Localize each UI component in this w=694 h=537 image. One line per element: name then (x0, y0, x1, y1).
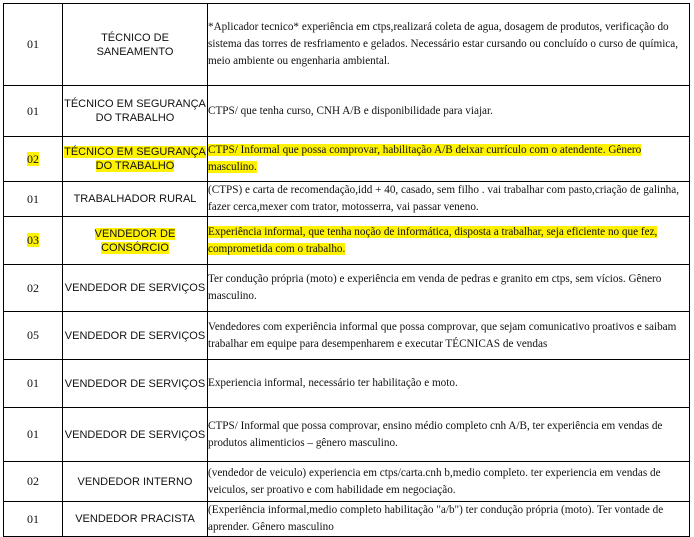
job-requirements: (CTPS) e carta de recomendação,idd + 40, casado, sem filho . vai trabalhar com pasto,criação de galinha, fazer cerca,mexer com trator, motosserra, vai passar veneno. (208, 182, 690, 217)
vacancy-count: 01 (4, 4, 63, 86)
table-row (4, 408, 690, 462)
table-row (4, 265, 690, 312)
job-requirements: CTPS/ Informal que possa comprovar, ensino médio completo cnh A/B, ter experiência em vendas de produtos alimenticios – gênero masculino. (208, 408, 690, 462)
job-requirements: Experiencia informal, necessário ter habilitação e moto. (208, 360, 690, 408)
job-requirements: Experiência informal, que tenha noção de informática, disposta a trabalhar, seja eficiente no que fez, comprometida com o trabalho. (208, 217, 690, 265)
vacancy-count: 01 (4, 502, 63, 537)
table-row (4, 502, 690, 537)
job-title: VENDEDOR DE SERVIÇOS (63, 408, 208, 462)
job-requirements: Vendedores com experiência informal que possa comprovar, que sejam comunicativo proativos e saibam trabalhar em equipe para desempenharem e executar TÉCNICAS de vendas (208, 312, 690, 360)
vacancy-count: 01 (4, 182, 63, 217)
table-row (4, 462, 690, 502)
job-requirements: *Aplicador tecnico* experiência em ctps,realizará coleta de agua, dosagem de produtos, verificação do sistema das torres de resfriamento e gelados. Necessário estar cursando ou concluído o curso de química, meio ambiente ou engenharia ambiental. (208, 4, 690, 86)
table-row (4, 86, 690, 137)
job-title: VENDEDOR DE SERVIÇOS (63, 265, 208, 312)
vacancy-count: 02 (4, 137, 63, 182)
job-title: VENDEDOR DE SERVIÇOS (63, 360, 208, 408)
job-title: VENDEDOR DE CONSÓRCIO (63, 217, 208, 265)
job-title: TÉCNICO DE SANEAMENTO (63, 4, 208, 86)
job-title: VENDEDOR DE SERVIÇOS (63, 312, 208, 360)
job-title: VENDEDOR INTERNO (63, 462, 208, 502)
table-row (4, 137, 690, 182)
vacancy-count: 01 (4, 360, 63, 408)
vacancy-count: 03 (4, 217, 63, 265)
table-row (4, 4, 690, 86)
table-row (4, 182, 690, 217)
vacancy-count: 02 (4, 265, 63, 312)
job-title: TRABALHADOR RURAL (63, 182, 208, 217)
job-requirements: Ter condução própria (moto) e experiência em venda de pedras e granito em ctps, sem vícios. Gênero masculino. (208, 265, 690, 312)
job-title: TÉCNICO EM SEGURANÇA DO TRABALHO (63, 137, 208, 182)
vacancy-count: 01 (4, 86, 63, 137)
table-row (4, 360, 690, 408)
job-requirements: (Experiência informal,medio completo habilitação "a/b") ter condução própria (moto). Ter vontade de aprender. Gênero masculino (208, 502, 690, 537)
job-requirements: CTPS/ Informal que possa comprovar, habilitação A/B deixar currículo com o atendente. Gênero masculino. (208, 137, 690, 182)
job-vacancies-table (3, 3, 690, 537)
job-title: VENDEDOR PRACISTA (63, 502, 208, 537)
job-requirements: (vendedor de veiculo) experiencia em ctps/carta.cnh b,medio completo. ter experiencia em vendas de veiculos, ser proativo e com habilidade em negociação. (208, 462, 690, 502)
table-row (4, 312, 690, 360)
job-title: TÉCNICO EM SEGURANÇA DO TRABALHO (63, 86, 208, 137)
job-requirements: CTPS/ que tenha curso, CNH A/B e disponibilidade para viajar. (208, 86, 690, 137)
vacancy-count: 01 (4, 408, 63, 462)
vacancy-count: 02 (4, 462, 63, 502)
vacancy-count: 05 (4, 312, 63, 360)
table-row (4, 217, 690, 265)
